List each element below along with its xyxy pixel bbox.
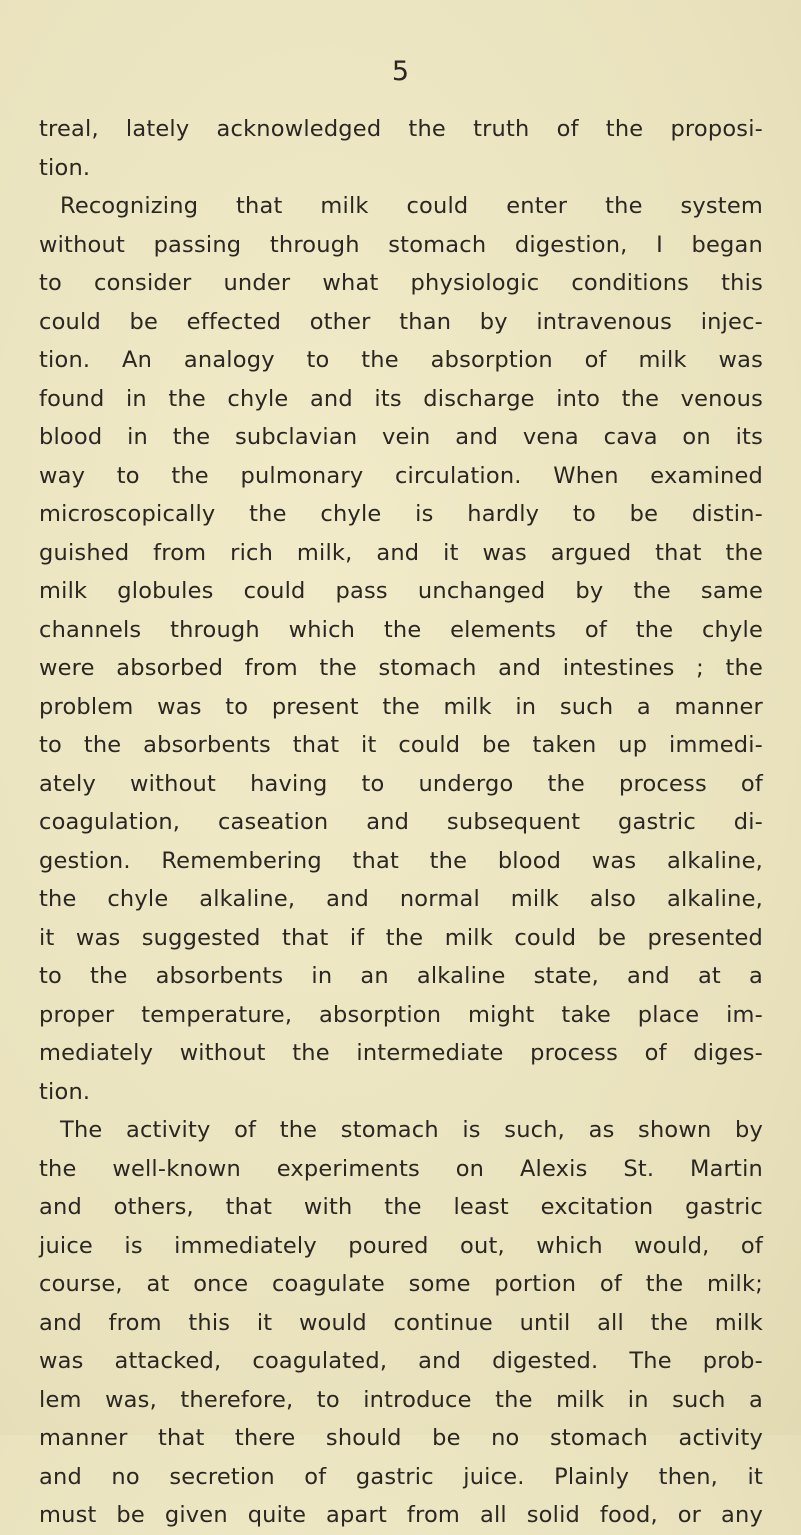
text-line: coagulation, caseation and subsequent gastric di- bbox=[39, 809, 763, 835]
text-line: guished from rich milk, and it was argued that the bbox=[39, 539, 763, 566]
text-line: must be given quite apart from all solid food, or any bbox=[39, 1502, 763, 1528]
text-line: without passing through stomach digestion, I began bbox=[39, 231, 763, 258]
text-line: blood in the subclavian vein and vena cava on its bbox=[39, 424, 763, 450]
text-line: and others, that with the least excitation gastric bbox=[39, 1194, 763, 1220]
text-line: treal, lately acknowledged the truth of the proposi- bbox=[39, 116, 763, 142]
text-line: manner that there should be no stomach activity bbox=[39, 1425, 763, 1451]
text-line: mediately without the intermediate process of diges- bbox=[39, 1040, 763, 1066]
text-line: juice is immediately poured out, which would, of bbox=[39, 1232, 763, 1259]
text-line: and from this it would continue until all the milk bbox=[39, 1309, 763, 1336]
text-line: way to the pulmonary circulation. When examined bbox=[39, 462, 763, 489]
text-line: tion. An analogy to the absorption of milk was bbox=[39, 347, 763, 373]
text-line: The activity of the stomach is such, as shown by bbox=[60, 1117, 763, 1143]
page-number: 5 bbox=[391, 56, 410, 87]
text-line: problem was to present the milk in such a manner bbox=[39, 693, 763, 720]
text-line: tion. bbox=[39, 1078, 91, 1105]
text-line: to the absorbents that it could be taken up immedi- bbox=[39, 732, 763, 758]
text-line: Recognizing that milk could enter the system bbox=[60, 193, 763, 219]
text-line: proper temperature, absorption might take place im- bbox=[39, 1001, 763, 1028]
text-line: found in the chyle and its discharge into the venous bbox=[39, 385, 763, 412]
text-line: channels through which the elements of the chyle bbox=[39, 616, 763, 643]
text-line: tion. bbox=[39, 154, 91, 181]
text-line: and no secretion of gastric juice. Plainly then, it bbox=[39, 1463, 763, 1490]
text-line: could be effected other than by intravenous injec- bbox=[39, 308, 763, 335]
text-line: ately without having to undergo the process of bbox=[39, 770, 763, 797]
text-line: milk globules could pass unchanged by the same bbox=[39, 578, 763, 604]
text-line: microscopically the chyle is hardly to be distin- bbox=[39, 501, 763, 527]
text-line: was attacked, coagulated, and digested. The prob- bbox=[39, 1348, 763, 1374]
text-line: it was suggested that if the milk could be presented bbox=[39, 924, 763, 951]
text-line: the chyle alkaline, and normal milk also alkaline, bbox=[39, 886, 763, 912]
text-line: lem was, therefore, to introduce the milk in such a bbox=[39, 1386, 763, 1413]
text-line: to the absorbents in an alkaline state, and at a bbox=[39, 963, 763, 989]
text-line: course, at once coagulate some portion of the milk; bbox=[39, 1271, 763, 1297]
text-line: gestion. Remembering that the blood was alkaline, bbox=[39, 847, 763, 874]
text-line: the well-known experiments on Alexis St. Martin bbox=[39, 1155, 763, 1182]
body-text bbox=[39, 110, 763, 1535]
text-line: were absorbed from the stomach and intestines ; the bbox=[39, 655, 763, 681]
text-line: to consider under what physiologic conditions this bbox=[39, 270, 763, 296]
